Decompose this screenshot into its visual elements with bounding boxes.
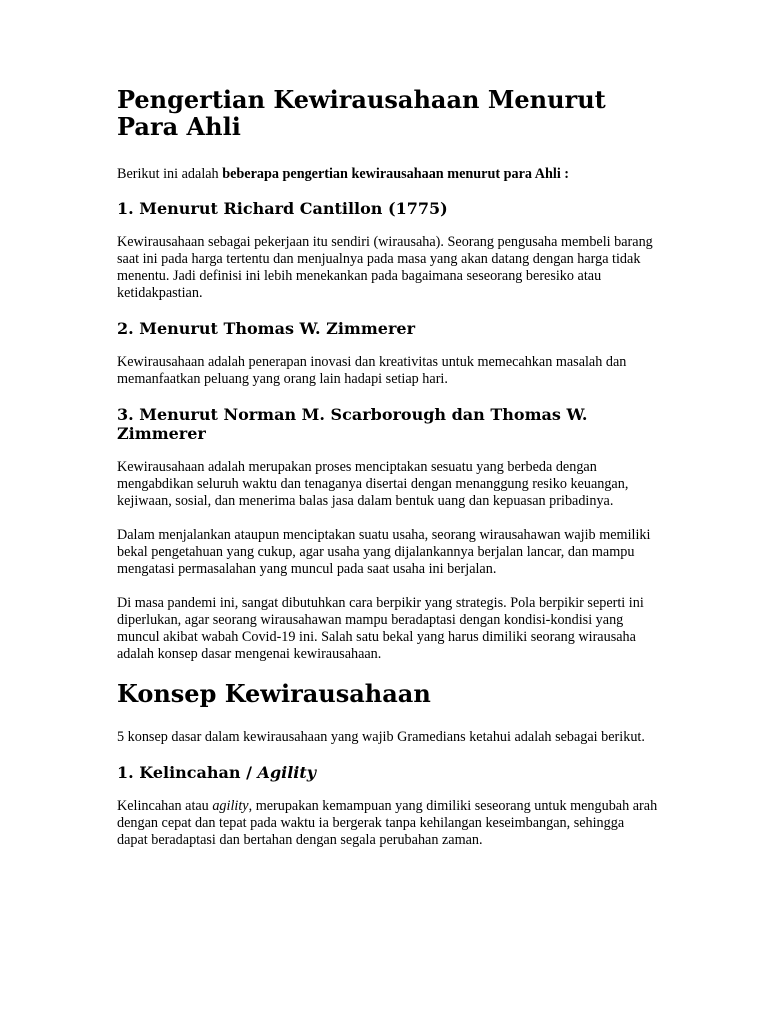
expert-3-paragraph-1: Kewirausahaan adalah merupakan proses menciptakan sesuatu yang berbeda dengan mengabdikan seluruh waktu dan tenaganya disertai dengan menanggung resiko keuangan, kejiwaan, sosial, dan menerima balas jasa dalam bentuk uang dan kepuasan pribadinya. [117, 459, 629, 509]
intro-paragraph [117, 166, 658, 183]
document-title [117, 86, 658, 140]
title-line-2: Para Ahli [117, 112, 241, 141]
concept-1-text-italic: agility [212, 798, 249, 814]
expert-2-paragraph: Kewirausahaan adalah penerapan inovasi dan kreativitas untuk memecahkan masalah dan memanfaatkan peluang yang orang lain hadapi setiap hari. [117, 354, 627, 387]
expert-3-heading: 3. Menurut Norman M. Scarborough dan Thomas W. Zimmerer [117, 405, 588, 443]
title-line-1: Pengertian Kewirausahaan Menurut [117, 85, 606, 114]
expert-3-paragraph-2: Dalam menjalankan ataupun menciptakan suatu usaha, seorang wirausahawan wajib memiliki bekal pengetahuan yang cukup, agar usaha yang dijalankannya berjalan lancar, dan mampu mengatasi permasalahan yang muncul pada saat usaha ini berjalan. [117, 527, 651, 577]
expert-2-heading: 2. Menurut Thomas W. Zimmerer [117, 319, 415, 338]
concept-1-text-after: , merupakan kemampuan yang dimiliki seseorang untuk mengubah arah dengan cepat dan tepat pada waktu ia bergerak tanpa kehilangan keseimbangan, sehingga dapat beradaptasi dan bertahan dengan segala perubahan zaman. [117, 798, 658, 848]
section-title-konsep: Konsep Kewirausahaan [117, 679, 431, 708]
section-intro: 5 konsep dasar dalam kewirausahaan yang wajib Gramedians ketahui adalah sebagai berikut. [117, 729, 645, 745]
intro-bold-text: beberapa pengertian kewirausahaan menurut para Ahli : [222, 166, 570, 182]
expert-1-heading: 1. Menurut Richard Cantillon (1775) [117, 199, 448, 218]
concept-1-heading-prefix: 1. Kelincahan / [117, 763, 258, 782]
concept-1-text-before: Kelincahan atau [117, 798, 213, 814]
concept-1-heading [117, 763, 658, 782]
concept-1-paragraph [117, 798, 658, 849]
expert-1-paragraph: Kewirausahaan sebagai pekerjaan itu sendiri (wirausaha). Seorang pengusaha membeli barang saat ini pada harga tertentu dan menjualnya pada masa yang akan datang dengan harga tidak menentu. Jadi definisi ini lebih menekankan pada bagaimana seseorang beresiko atau ketidakpastian. [117, 234, 653, 301]
intro-prefix: Berikut ini adalah [117, 166, 223, 182]
expert-3-paragraph-3: Di masa pandemi ini, sangat dibutuhkan cara berpikir yang strategis. Pola berpikir seperti ini diperlukan, agar seorang wirausahawan mampu beradaptasi dengan kondisi-kondisi yang muncul akibat wabah Covid-19 ini. Salah satu bekal yang harus dimiliki seorang wirausaha adalah konsep dasar mengenai kewirausahaan. [117, 595, 644, 662]
concept-1-heading-italic: Agility [257, 763, 317, 782]
